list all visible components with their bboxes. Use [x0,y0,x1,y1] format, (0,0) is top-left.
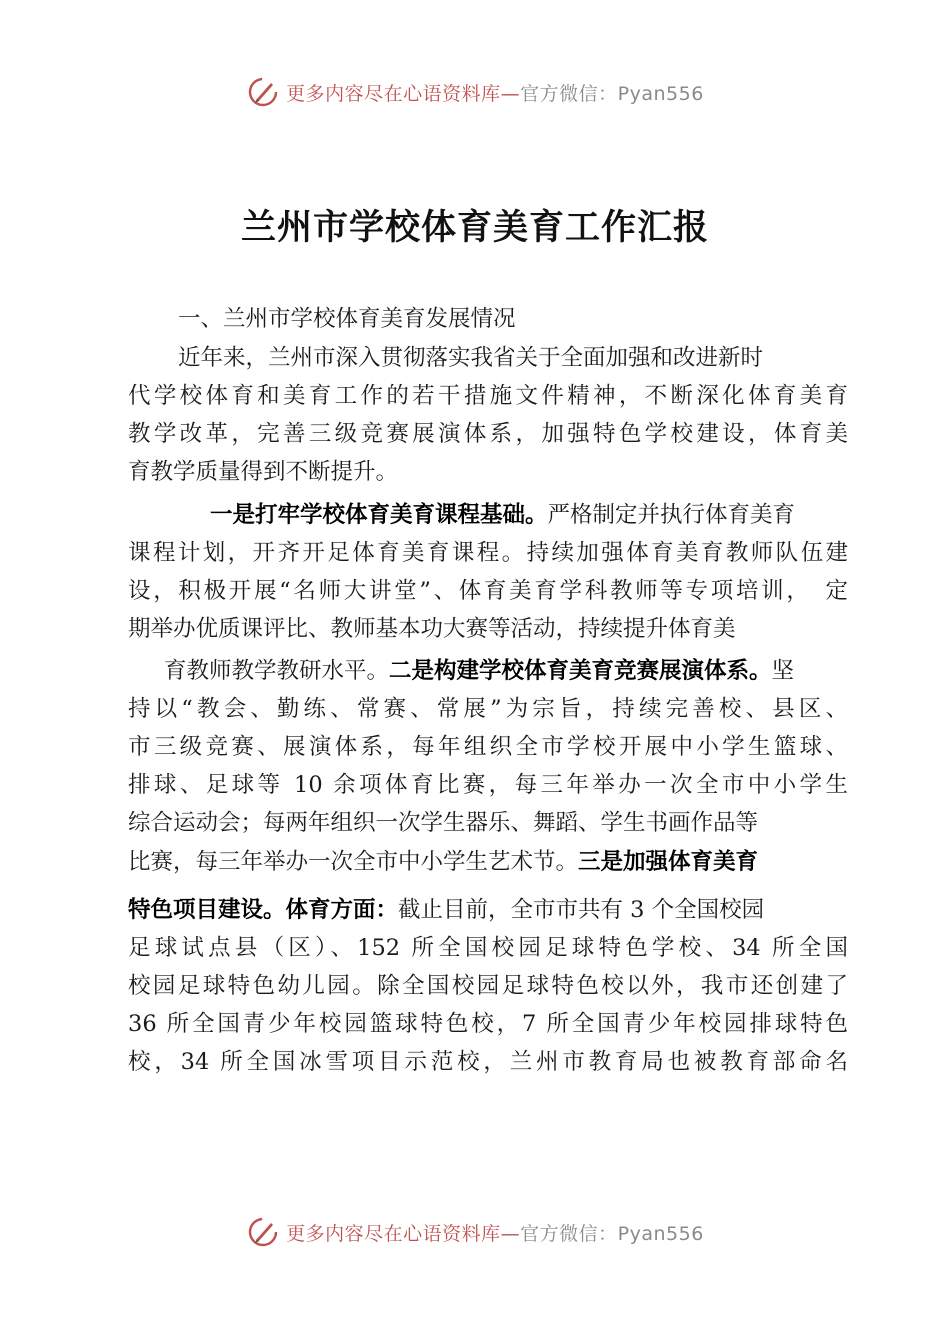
bold-heading: 特色项目建设。体育方面： [128,897,399,923]
paragraph-line: 比赛，每三年举办一次全市中小学生艺术节。三是加强体育美育 [128,849,759,875]
paragraph-line: 教学改革，完善三级竞赛展演体系，加强特色学校建设，体育美 [128,421,848,447]
watermark-banner-top [0,72,950,112]
watermark-text: 更多内容尽在心语资料库—官方微信：Pyan556 [286,1222,704,1245]
paragraph-line: 育教师教学教研水平。二是构建学校体育美育竞赛展演体系。坚 [164,658,795,684]
quill-logo-icon [246,75,280,109]
paragraph-line: 期举办优质课评比、教师基本功大赛等活动，持续提升体育美 [128,616,736,642]
bold-heading: 一是打牢学校体育美育课程基础。 [210,502,548,528]
watermark-text: 更多内容尽在心语资料库—官方微信：Pyan556 [286,82,704,105]
paragraph-line: 持以“教会、勤练、常赛、常展”为宗旨，持续完善校、县区、 [128,696,848,722]
document-title: 兰州市学校体育美育工作汇报 [240,207,709,248]
paragraph-line: 足球试点县（区）、152 所全国校园足球特色学校、34 所全国 [128,935,848,961]
paragraph-line: 课程计划，开齐开足体育美育课程。持续加强体育美育教师队伍建 [128,540,848,566]
paragraph-line: 校园足球特色幼儿园。除全国校园足球特色校以外，我市还创建了 [128,973,848,999]
quill-logo-icon [246,1215,280,1249]
paragraph-line: 育教学质量得到不断提升。 [128,459,399,485]
paragraph-line: 排球、足球等 10 余项体育比赛，每三年举办一次全市中小学生 [128,772,848,798]
section-heading: 一、兰州市学校体育美育发展情况 [178,306,516,332]
paragraph-line: 综合运动会；每两年组织一次学生器乐、舞蹈、学生书画作品等 [128,810,759,836]
paragraph-line: 一是打牢学校体育美育课程基础。严格制定并执行体育美育 [210,502,796,528]
bold-heading: 二是构建学校体育美育竞赛展演体系。 [389,658,772,684]
paragraph-line: 36 所全国青少年校园篮球特色校，7 所全国青少年校园排球特色 [128,1011,848,1037]
paragraph-line: 校，34 所全国冰雪项目示范校，兰州市教育局也被教育部命名 [128,1049,848,1075]
bold-heading: 三是加强体育美育 [578,849,759,875]
paragraph-line: 代学校体育和美育工作的若干措施文件精神，不断深化体育美育 [128,383,848,409]
paragraph-line: 市三级竞赛、展演体系，每年组织全市学校开展中小学生篮球、 [128,734,848,760]
paragraph-line: 设，积极开展“名师大讲堂”、体育美育学科教师等专项培训， 定 [128,578,848,604]
paragraph-line: 近年来，兰州市深入贯彻落实我省关于全面加强和改进新时 [178,345,764,371]
watermark-banner-bottom [0,1212,950,1252]
paragraph-line: 特色项目建设。体育方面：截止目前，全市市共有 3 个全国校园 [128,897,765,923]
